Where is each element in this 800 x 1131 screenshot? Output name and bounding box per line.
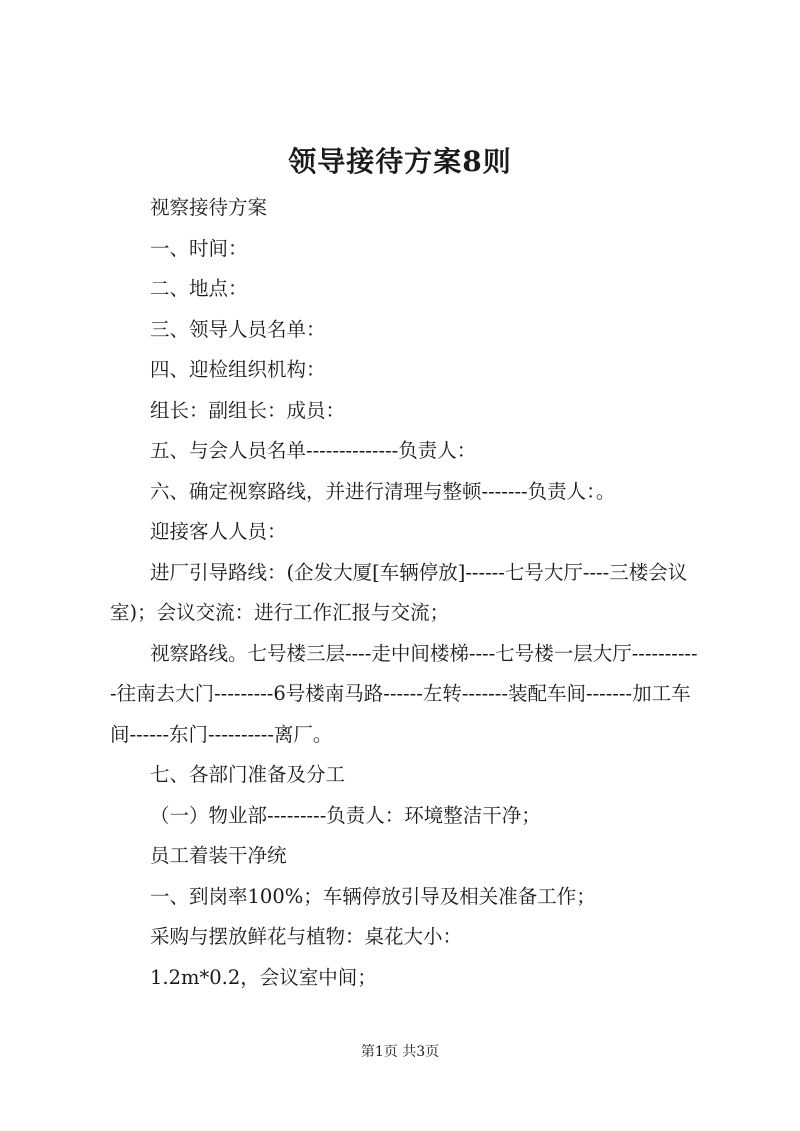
body-line: 五、与会人员名单--------------负责人： — [150, 439, 477, 462]
body-line: 四、迎检组织机构： — [150, 358, 326, 381]
route-in-paragraph: 进厂引导路线：(企发大厦[车辆停放]------七号大厅----三楼会议室)；会议交流：进行工作汇报与交流； — [110, 560, 688, 624]
document-body — [110, 188, 702, 998]
body-line: 六、确定视察路线，并进行清理与整顿-------负责人：。 — [150, 479, 616, 503]
route-visit-paragraph: 视察路线。七号楼三层----走中间楼梯----七号楼一层大厅-----------往南去大门---------6号楼南马路------左转-------装配车间-------加工车间------东门----------离厂。 — [110, 641, 698, 746]
body-line: 迎接客人人员： — [150, 520, 287, 543]
body-line: 一、时间： — [150, 236, 248, 260]
body-line: 视察接待方案 — [150, 196, 268, 219]
body-line: 员工着装干净统 — [150, 844, 287, 867]
body-line: 二、地点： — [150, 277, 248, 300]
page-footer: 第1页 共3页 — [360, 1044, 440, 1060]
body-line: 三、领导人员名单： — [150, 317, 326, 341]
body-line: （一）物业部---------负责人：环境整洁干净； — [150, 803, 541, 827]
body-line: 一、到岗率100%；车辆停放引导及相关准备工作； — [150, 884, 596, 908]
body-line: 七、各部门准备及分工 — [150, 763, 346, 786]
body-line: 1.2m*0.2，会议室中间； — [150, 965, 377, 989]
body-line: 采购与摆放鲜花与植物：桌花大小： — [150, 925, 463, 948]
body-line: 组长：副组长：成员： — [150, 398, 346, 422]
document-title: 领导接待方案8则 — [288, 145, 512, 178]
